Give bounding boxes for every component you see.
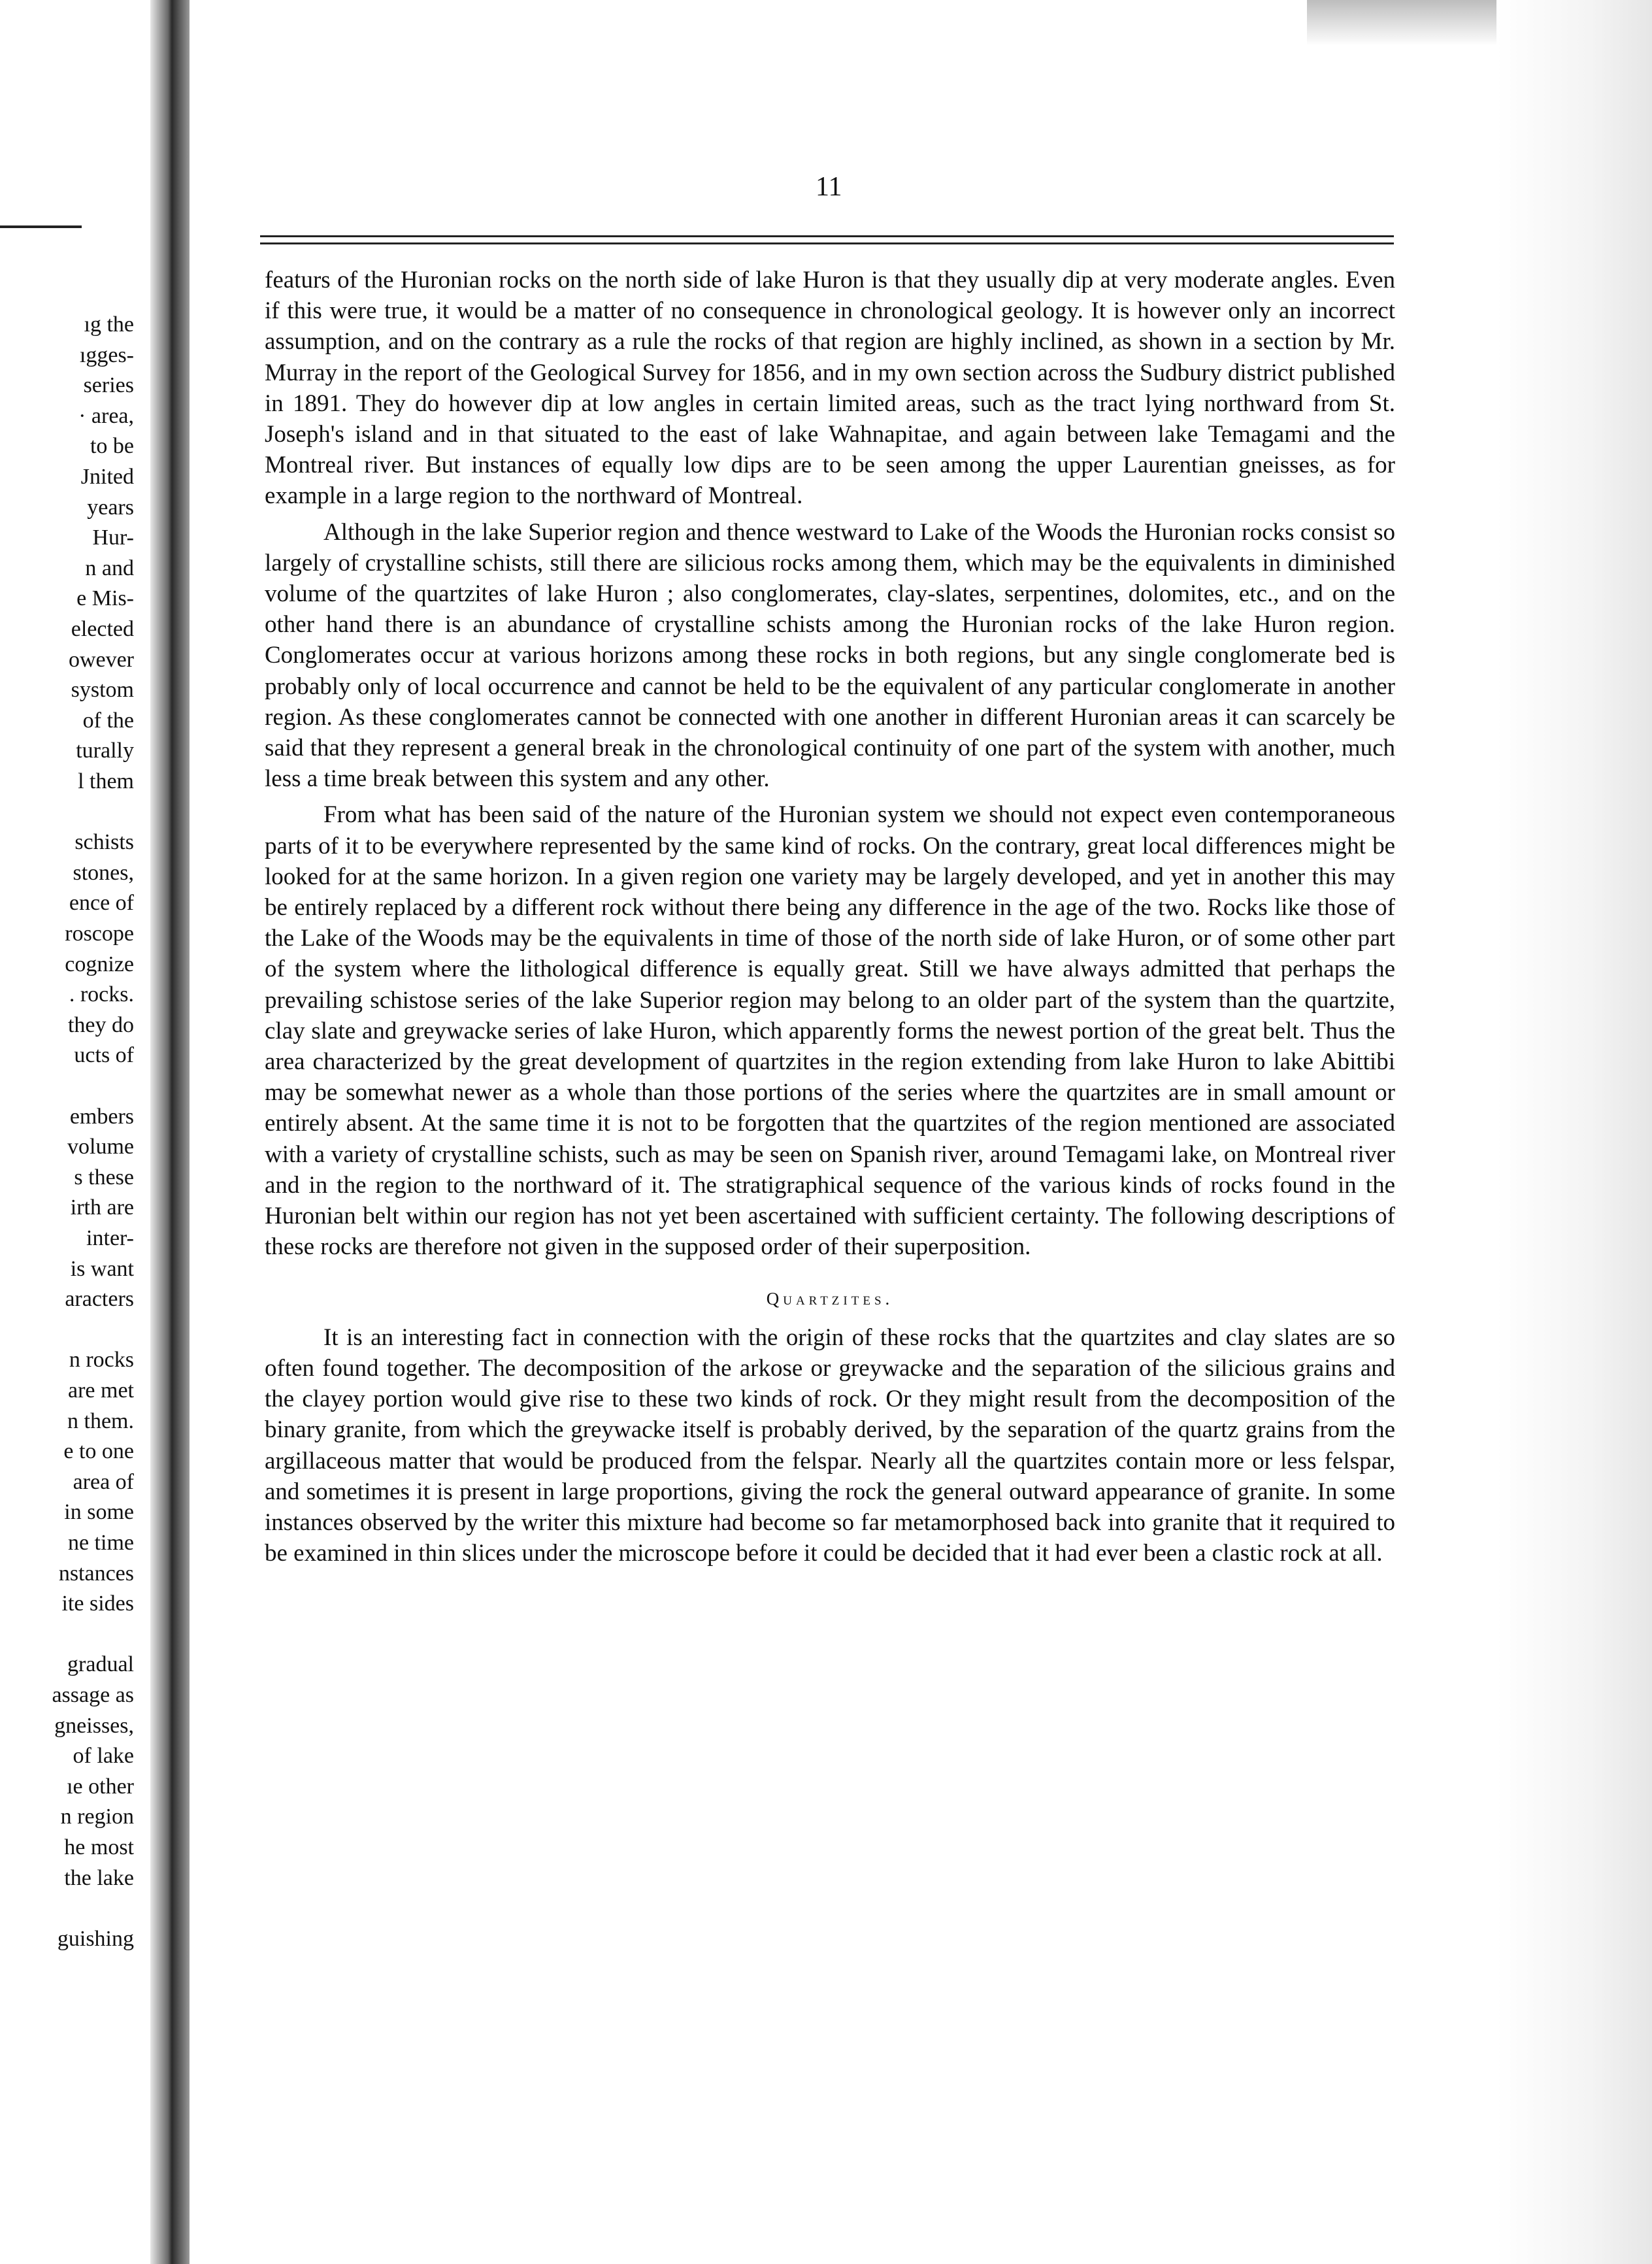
facing-page-fragment: inter-	[86, 1226, 134, 1250]
facing-page-fragment: area of	[73, 1469, 134, 1494]
facing-page-fragment: l them	[78, 769, 134, 793]
facing-page-fragment: are met	[68, 1378, 134, 1403]
facing-page-fragment: in some	[64, 1500, 134, 1525]
paragraph-3: From what has been said of the nature of the Huronian system we should not expect even contemporaneous parts of it to be everywhere represented by the same kind of rocks. On the contrary, great local differences might be looked for at the same horizon. In a given region one variety may be largely developed, and yet in another this may be entirely replaced by a different rock without there being any difference in the age of the two. Rocks like those of the Lake of the Woods may be the equivalents in time of those of the north side of lake Huron, or of some other part of the system where the lithological difference is equally great. Still we have always admitted that perhaps the prevailing schistose series of the lake Superior region may belong to an older part of the system than the quartzite, clay slate and greywacke series of lake Huron, which apparently forms the newest portion of the great belt. Thus the area characterized by the great development of quartzites in the region extending from lake Huron to lake Abittibi may be somewhat newer as a whole than those portions of the series where the quartzites are in small amount or entirely absent. At the same time it is not to be forgotten that the quartzites of the region mentioned are associated with a variety of crystalline schists, such as may be seen on Spanish river, around Temagami lake, on Montreal river and in the region to the northward of it. The stratigraphical sequence of the various kinds of rocks found in the Huronian belt within our region has not yet been ascertained with sufficient certainty. The following descriptions of these rocks are therefore not given in the supposed order of their superposition.	[265, 801, 1395, 1261]
facing-page-fragment: · area,	[78, 403, 134, 428]
facing-page-fragment: Jnited	[80, 465, 134, 489]
facing-page-strip	[0, 0, 150, 2264]
facing-page-fragment: n and	[85, 556, 134, 580]
paragraph-2: Although in the lake Superior region and thence westward to Lake of the Woods the Huronian rocks consist so largely of crystalline schists, still there are silicious rocks among them, which may be the equivalents in diminished volume of the quartzites of lake Huron ; also conglomerates, clay-slates, serpentines, dolomites, etc., and on the other hand there is an abundance of crystalline schists among the Huronian rocks of the lake Huron region. Conglomerates occur at various horizons among these rocks in both regions, but any single conglomerate bed is probably only of local occurrence and cannot be held to be the equivalent of any particular conglomerate in another region. As these conglomerates cannot be connected with one another in different Huronian areas it can scarcely be said that they represent a general break in the chronological continuity of one part of the system with another, much less a time break between this system and any other.	[265, 518, 1395, 793]
facing-page-fragment: is want	[70, 1256, 134, 1281]
facing-page-fragment: series	[83, 373, 134, 398]
facing-page-fragment: Hur-	[92, 525, 134, 550]
body-text	[265, 265, 1395, 1569]
facing-page-fragment: roscope	[65, 922, 134, 946]
facing-page-fragment: gneisses,	[54, 1713, 134, 1738]
facing-page-rule	[0, 225, 82, 228]
facing-page-fragment: systom	[71, 678, 134, 703]
facing-page-fragment: s these	[74, 1165, 134, 1190]
facing-page-fragment: nstances	[58, 1561, 134, 1586]
facing-page-fragment: ne time	[67, 1531, 134, 1555]
facing-page-fragment: ite sides	[61, 1591, 134, 1616]
facing-page-fragment: he most	[64, 1835, 134, 1859]
book-gutter-shadow	[150, 0, 190, 2264]
facing-page-fragment: . rocks.	[69, 982, 134, 1007]
facing-page-fragment: cognize	[65, 952, 134, 976]
facing-page-fragment: stones,	[73, 860, 134, 885]
section-paragraph: It is an interesting fact in connection with the origin of these rocks that the quartzites and clay slates are so often found together. The decomposition of the arkose or greywacke and the separation of the silicious grains and the clayey portion would give rise to these two kinds of rock. Or they might result from the decomposition of the binary granite, from which the greywacke itself is probably derived, by the separation of the quartz grains from the argillaceous matter that would be produced from the felspar. Nearly all the quartzites contain more or less felspar, and sometimes it is present in large proportions, giving the rock the general outward appearance of granite. In some instances observed by the writer this mixture had become so far metamorphosed back into granite that it required to be examined in thin slices under the microscope before it could be decided that it had ever been a clastic rock at all.	[265, 1323, 1395, 1567]
facing-page-fragment: the lake	[64, 1865, 134, 1890]
facing-page-fragment: of lake	[73, 1744, 134, 1769]
section-heading: Quartzites.	[766, 1288, 894, 1308]
facing-page-fragment: volume	[67, 1135, 134, 1159]
facing-page-fragment: ıe other	[67, 1774, 134, 1799]
facing-page-fragment: e to one	[63, 1439, 134, 1464]
facing-page-fragment: e Mis-	[76, 586, 134, 611]
facing-page-fragment: ıg the	[84, 312, 134, 337]
paragraph-1: featurs of the Huronian rocks on the north side of lake Huron is that they usually dip at very moderate angles. Even if this were true, it would be a matter of no consequence in chronological geology. It is however only an incorrect assumption, and on the contrary as a rule the rocks of that region are highly inclined, as shown in a section by Mr. Murray in the report of the Geological Survey for 1856, and in my own section across the Sudbury district published in 1891. They do however dip at low angles in certain limited areas, such as the tract lying northward from St. Joseph's island and in that situated to the east of lake Wahnapitae, and again between lake Temagami and the Montreal river. But instances of equally low dips are to be seen among the upper Laurentian gneisses, as for example in a large region to the northward of Montreal.	[265, 267, 1395, 510]
facing-page-fragment: n them.	[67, 1408, 134, 1433]
facing-page-fragment: elected	[71, 617, 134, 641]
facing-page-fragment: years	[87, 495, 134, 520]
facing-page-fragment: ıgges-	[79, 342, 134, 367]
facing-page-fragment: n region	[60, 1805, 134, 1829]
header-rule-top	[260, 235, 1394, 237]
facing-page-fragment: turally	[76, 739, 134, 763]
facing-page-fragment: owever	[68, 647, 134, 672]
facing-page-fragment: irth are	[70, 1195, 134, 1220]
facing-page-fragment: ucts of	[74, 1043, 134, 1068]
facing-page-fragment: n rocks	[69, 1348, 134, 1373]
page-right-margin	[1496, 0, 1652, 2264]
facing-page-fragment: of the	[82, 708, 134, 733]
facing-page-fragment: they do	[67, 1012, 134, 1037]
header-rule-bottom	[260, 242, 1394, 244]
facing-page-fragment: aracters	[65, 1287, 134, 1312]
facing-page-fragment: guishing	[57, 1926, 134, 1951]
facing-page-fragment: embers	[69, 1104, 134, 1129]
facing-page-fragment: assage as	[52, 1683, 134, 1707]
facing-page-fragment: schists	[74, 830, 134, 855]
facing-page-fragment: ence of	[69, 891, 134, 916]
facing-page-fragment: to be	[90, 434, 134, 459]
facing-page-fragment: gradual	[67, 1652, 134, 1677]
page-number: 11	[816, 172, 842, 202]
